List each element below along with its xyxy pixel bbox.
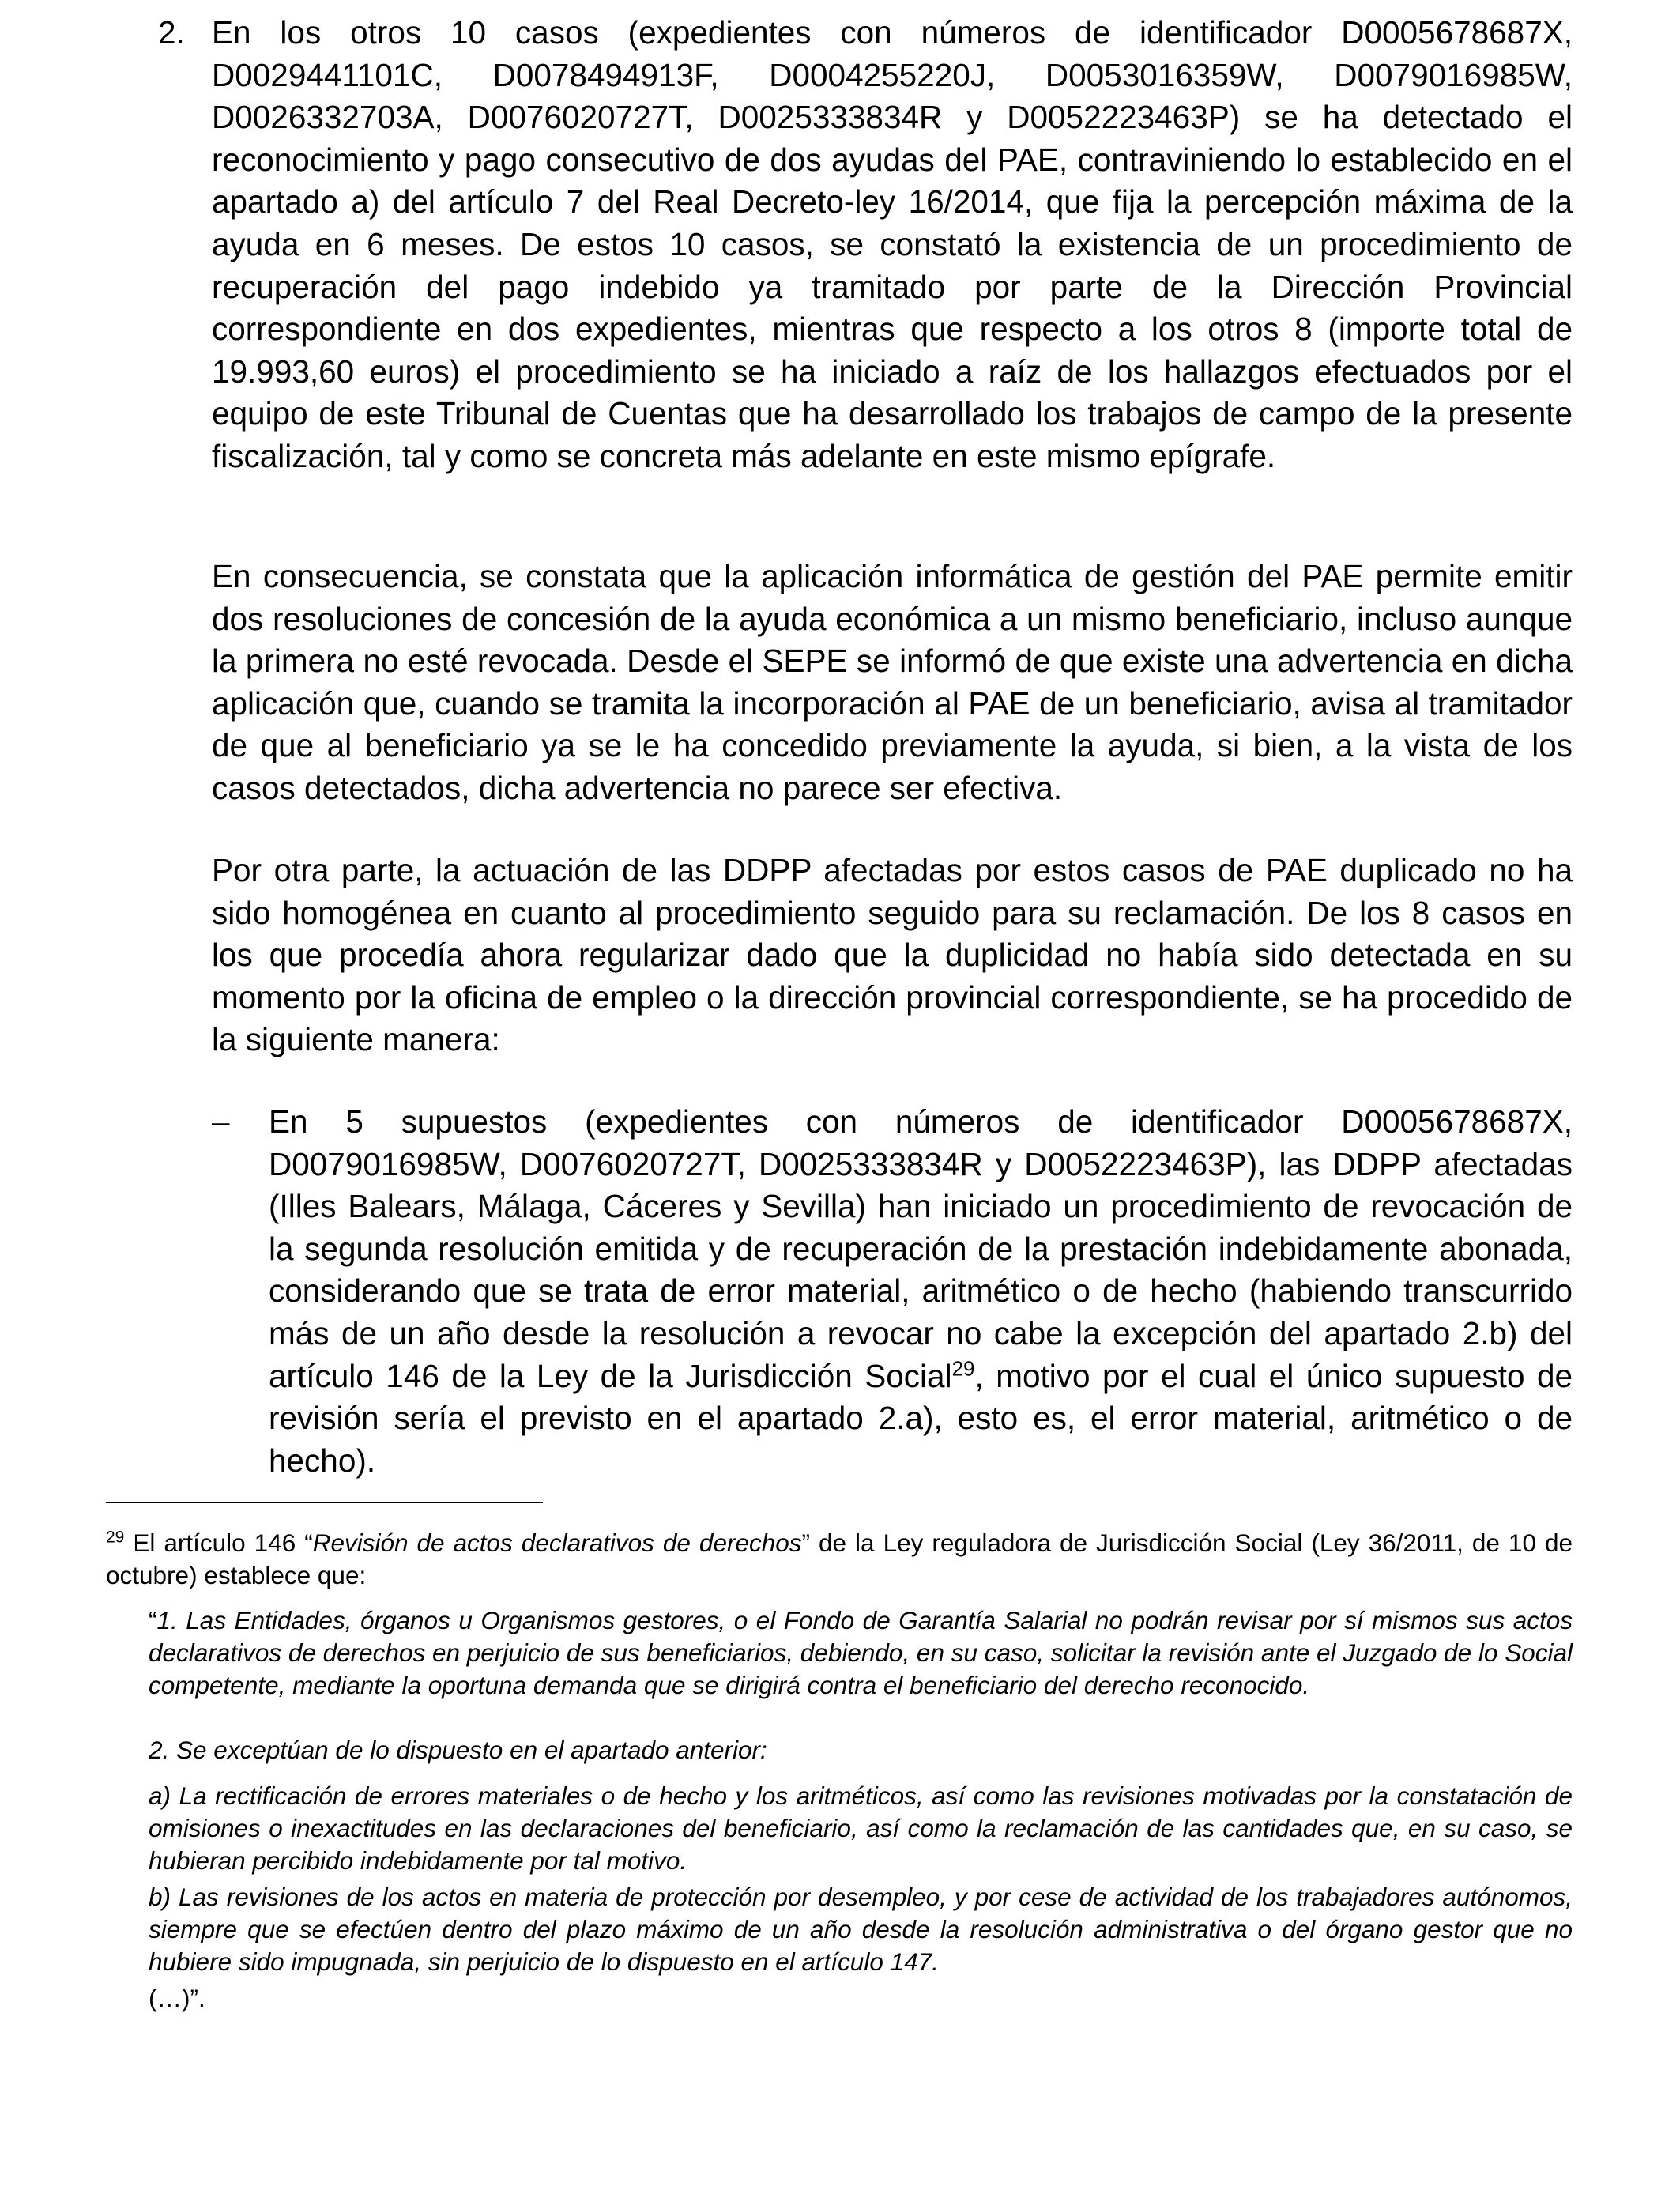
bullet-marker: – [212,1103,230,1140]
footnote-quote-paragraph-2: 2. Se exceptúan de lo dispuesto en el apartado anterior: [149,1736,767,1764]
footnote-separator [106,1502,543,1503]
footnote-intro-text-2: ” de la Ley reguladora de Jurisdicción Social (Ley 36/2011, de 10 de octubre) establece que: [106,1529,1573,1589]
footnote-intro [106,1527,1573,1592]
footnote-quote-open: “ [149,1606,157,1634]
paragraph-otra-parte: Por otra parte, la actuación de las DDPP afectadas por estos casos de PAE duplicado no ha sido homogénea en cuanto al procedimiento seguido para su reclamación. De los 8 casos en los que procedía ahora regularizar dado que la duplicidad no había sido detectada en su momento por la oficina de empleo o la dirección provincial correspondiente, se ha procedido de la siguiente manera: [212,852,1573,1058]
footnote-quote-paragraph-1 [149,1604,1573,1702]
footnote-quote-paragraph-b: b) Las revisiones de los actos en materia de protección por desempleo, y por cese de actividad de los trabajadores autónomos, siempre que se efectúen dentro del plazo máximo de un año desde la resolución administrativa o del órgano gestor que no hubiere sido impugnada, sin perjuicio de lo dispuesto en el artículo 147. [149,1883,1573,1976]
footnote-intro-text-1: El artículo 146 “ [124,1529,313,1557]
bullet-text-before-ref: En 5 supuestos (expedientes con números de identificador D0005678687X, D0079016985W, D0076020727T, D0025333834R y D0052223463P), las DDPP afectadas (Illes Balears, Málaga, Cáceres y Sevilla) han iniciado un procedimiento de revocación de la segunda resolución emitida y de recuperación de la prestación indebidamente abonada, considerando que se trata de error material, aritmético o de hecho (habiendo transcurrido más de un año desde la resolución a revocar no cabe la excepción del apartado 2.b) del artículo 146 de la Ley de la Jurisdicción Social [269,1103,1573,1394]
footnote-reference[interactable]: 29 [951,1356,975,1381]
footnote-quote-1-text: 1. Las Entidades, órganos u Organismos gestores, o el Fondo de Garantía Salarial no podrán revisar por sí mismos sus actos declarativos de derechos en perjuicio de sus beneficiarios, debiendo, en su caso, solicitar la revisión ante el Juzgado de lo Social competente, mediante la oportuna demanda que se dirigirá contra el beneficiario del derecho reconocido. [149,1606,1573,1699]
list-item-paragraph: En los otros 10 casos (expedientes con números de identificador D0005678687X, D0029441101C, D0078494913F, D0004255220J, D0053016359W, D0079016985W, D0026332703A, D0076020727T, D0025333834R y D0052223463P) se ha detectado el reconocimiento y pago consecutivo de dos ayudas del PAE, contraviniendo lo establecido en el apartado a) del artículo 7 del Real Decreto-ley 16/2014, que fija la percepción máxima de la ayuda en 6 meses. De estos 10 casos, se constató la existencia de un procedimiento de recuperación del pago indebido ya tramitado por parte de la Dirección Provincial correspondiente en dos expedientes, mientras que respecto a los otros 8 (importe total de 19.993,60 euros) el procedimiento se ha iniciado a raíz de los hallazgos efectuados por el equipo de este Tribunal de Cuentas que ha desarrollado los trabajos de campo de la presente fiscalización, tal y como se concreta más adelante en este mismo epígrafe. [212,14,1573,474]
footnote-quote-paragraph-a: a) La rectificación de errores materiales o de hecho y los aritméticos, así como las revisiones motivadas por la constatación de omisiones o inexactitudes en las declaraciones del beneficiario, así como la reclamación de las cantidades que, en su caso, se hubieran percibido indebidamente por tal motivo. [149,1781,1573,1875]
footnote-quote-ellipsis: (…)”. [149,1984,205,2012]
paragraph-consecuencia: En consecuencia, se constata que la aplicación informática de gestión del PAE permite emitir dos resoluciones de concesión de la ayuda económica a un mismo beneficiario, incluso aunque la primera no esté revocada. Desde el SEPE se informó de que existe una advertencia en dicha aplicación que, cuando se tramita la incorporación al PAE de un beneficiario, avisa al tramitador de que al beneficiario ya se le ha concedido previamente la ayuda, si bien, a la vista de los casos detectados, dicha advertencia no parece ser efectiva. [212,558,1573,806]
bullet-text-after-ref: , motivo por el cual el único supuesto de revisión sería el previsto en el apartado 2.a), esto es, el error material, aritmético o de hecho). [269,1357,1573,1479]
footnote-number: 29 [106,1528,125,1547]
footnote-article-title: Revisión de actos declarativos de derechos [312,1529,802,1557]
list-item-number: 2. [158,14,185,51]
bullet-paragraph [269,1101,1573,1482]
